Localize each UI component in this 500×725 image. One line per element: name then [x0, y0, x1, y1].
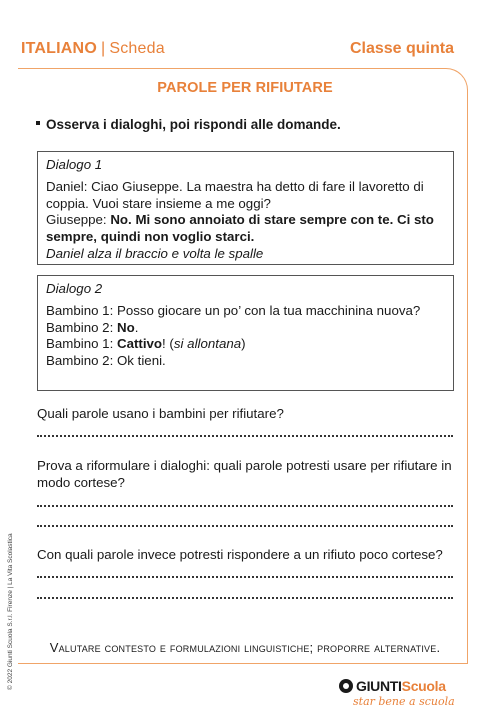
- daniel-text: Ciao Giuseppe. La maestra ha detto di fare il lavoretto di coppia. Vuoi stare insieme a me oggi?: [46, 178, 424, 211]
- logo-scuola: Scuola: [401, 678, 446, 694]
- giuseppe-text: No. Mi sono annoiato di stare sempre con te. Ci sto sempre, quindi non voglio starci.: [46, 212, 434, 245]
- dialog-2-line-3-mid: ! (: [162, 336, 174, 352]
- giunti-scuola-logo: [339, 678, 459, 714]
- dialog-2-line-3: [46, 336, 445, 353]
- answer-line-3[interactable]: [37, 525, 453, 527]
- question-3: Con quali parole invece potresti rispondere a un rifiuto poco cortese?: [37, 547, 443, 562]
- dialog-2-line-2-end: .: [134, 319, 139, 335]
- bullet-icon: [36, 121, 40, 125]
- dialog-2-line-4: [46, 353, 445, 370]
- answer-line-2[interactable]: [37, 505, 453, 507]
- instruction-text: Osserva i dialoghi, poi rispondi alle domande.: [46, 117, 341, 132]
- logo-giunti: GIUNTI: [356, 678, 402, 694]
- speaker-giuseppe: Giuseppe:: [46, 212, 107, 228]
- dialog-2-line-3-bold: Cattivo: [116, 336, 163, 352]
- copyright-notice: © 2022 Giunti Scuola S.r.l. Firenze | La Vita Scolastica: [7, 533, 14, 690]
- speaker-bambino-2: Bambino 2:: [46, 353, 114, 369]
- page-header: [21, 40, 454, 62]
- subject-label: [21, 40, 165, 58]
- dialog-2-line-1: [46, 303, 445, 320]
- answer-line-1[interactable]: [37, 435, 453, 437]
- sheet-kind: Scheda: [109, 40, 165, 57]
- worksheet-title: PAROLE PER RIFIUTARE: [157, 80, 333, 96]
- stage-direction: Daniel alza il braccio e volta le spalle: [46, 245, 264, 261]
- dialog-2-line-3-end: ): [241, 336, 246, 352]
- logo-tagline: star bene a scuola: [353, 695, 455, 708]
- dialog-1-title: Dialogo 1: [46, 157, 103, 172]
- dialog-2-line-2-bold: No: [116, 319, 135, 335]
- dialog-2-line-2: [46, 320, 445, 337]
- dialog-1-box: [37, 151, 454, 265]
- instruction: [36, 117, 341, 132]
- speaker-bambino-2: Bambino 2:: [46, 319, 114, 335]
- dialog-2-line-1-text: Posso giocare un po’ con la tua macchinina nuova?: [116, 302, 421, 318]
- question-1: Quali parole usano i bambini per rifiutare?: [37, 406, 284, 421]
- speaker-bambino-1: Bambino 1:: [46, 302, 114, 318]
- answer-line-5[interactable]: [37, 597, 453, 599]
- dialog-2-line-3-italic: si allontana: [173, 336, 242, 352]
- dialog-1-line-daniel: [46, 179, 445, 213]
- speaker-bambino-1: Bambino 1:: [46, 336, 114, 352]
- answer-line-4[interactable]: [37, 576, 453, 578]
- speaker-daniel: Daniel:: [46, 178, 88, 194]
- giunti-g-icon: [339, 679, 353, 693]
- question-2: Prova a riformulare i dialoghi: quali parole potresti usare per rifiutare in modo cortese?: [37, 458, 452, 490]
- dialog-2-line-4-text: Ok tieni.: [116, 353, 166, 369]
- dialog-2-box: [37, 275, 454, 391]
- dialog-2-title: Dialogo 2: [46, 281, 103, 296]
- teacher-note-text: Valutare contesto e formulazioni linguistiche; proporre alternative.: [49, 640, 441, 655]
- grade-label: Classe quinta: [349, 40, 454, 57]
- teacher-note: [0, 640, 490, 655]
- dialog-1-line-giuseppe: [46, 212, 445, 246]
- subject-name: ITALIANO: [21, 40, 97, 57]
- header-separator: |: [100, 40, 106, 57]
